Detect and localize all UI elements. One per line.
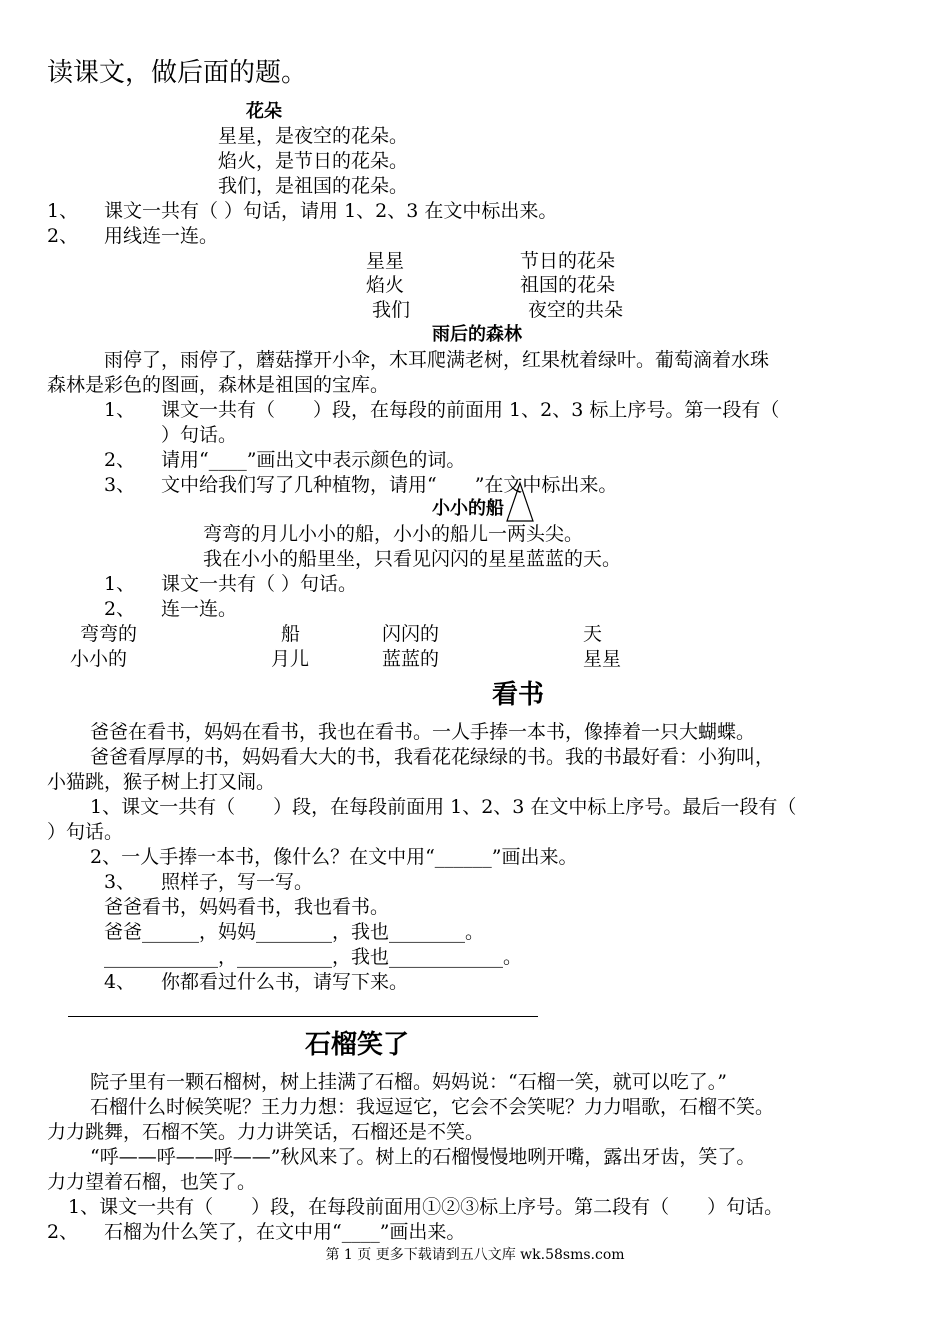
section2-q1-line-2: ）句话。 [161, 424, 238, 446]
section1-q2-number: 2、 [47, 225, 79, 247]
section5-para3-line-2: 力力望着石榴，也笑了。 [47, 1171, 257, 1193]
match-right-1: 节日的花朵 [520, 250, 616, 272]
connect-row2-col3: 蓝蓝的 [382, 648, 440, 670]
section2-q2: 请用“____”画出文中表示颜色的词。 [161, 449, 466, 471]
section1-q2: 用线连一连。 [104, 225, 219, 247]
section4-q3-number: 3、 [104, 871, 136, 893]
section5-q2: 石榴为什么笑了，在文中用“____”画出来。 [104, 1221, 466, 1243]
connect-row1-col1: 弯弯的 [80, 623, 138, 645]
section5-para1: 院子里有一颗石榴树，树上挂满了石榴。妈妈说：“石榴一笑，就可以吃了。” [90, 1071, 727, 1093]
instruction: 读课文，做后面的题。 [47, 58, 308, 88]
section5-para3-line-1: “呼——呼——呼——”秋风来了。树上的石榴慢慢地咧开嘴，露出牙齿，笑了。 [90, 1146, 756, 1168]
section2-q2-number: 2、 [104, 449, 136, 471]
match-left-3: 我们 [372, 299, 411, 321]
match-right-3: 夜空的共朵 [528, 299, 624, 321]
section3-q1-number: 1、 [104, 573, 136, 595]
section5-title: 石榴笑了 [305, 1030, 410, 1060]
match-right-2: 祖国的花朵 [520, 274, 616, 296]
section4-q1-line-1: 1、课文一共有（ ）段，在每段前面用 1、2、3 在文中标上序号。最后一段有（ [90, 796, 797, 818]
section4-para1: 爸爸在看书，妈妈在看书，我也在看书。一人手捧一本书，像捧着一只大蝴蝶。 [90, 721, 756, 743]
section4-q3: 照样子，写一写。 [161, 871, 314, 893]
section1-poem-line-2: 焰火，是节日的花朵。 [218, 150, 409, 172]
answer-line [68, 1016, 538, 1017]
section4-example: 爸爸看书，妈妈看书，我也看书。 [104, 896, 390, 918]
section5-para2-line-2: 力力跳舞，石榴不笑。力力讲笑话，石榴还是不笑。 [47, 1121, 485, 1143]
section3-q2: 连一连。 [161, 598, 238, 620]
section1-poem-line-1: 星星，是夜空的花朵。 [218, 125, 409, 147]
section4-q4: 你都看过什么书，请写下来。 [161, 971, 409, 993]
section2-para-line-2: 森林是彩色的图画，森林是祖国的宝库。 [47, 374, 390, 396]
section3-q2-number: 2、 [104, 598, 136, 620]
section2-q1-number: 1、 [104, 399, 136, 421]
section4-q1-line-2: ）句话。 [47, 821, 124, 843]
match-left-2: 焰火 [366, 274, 405, 296]
section2-q3: 文中给我们写了几种植物，请用“ ”在文中标出来。 [161, 474, 618, 496]
section1-q1: 课文一共有（ ）句话，请用 1、2、3 在文中标出来。 [104, 200, 558, 222]
section2-para-line-1: 雨停了，雨停了，蘑菇撑开小伞，木耳爬满老树，红果枕着绿叶。葡萄滴着水珠 [104, 349, 770, 371]
section2-title: 雨后的森林 [432, 324, 522, 345]
section2-q3-number: 3、 [104, 474, 136, 496]
section3-poem-line-1: 弯弯的月儿小小的船，小小的船儿一两头尖。 [203, 523, 584, 545]
section3-title: 小小的船 [432, 498, 504, 519]
connect-row1-col4: 天 [583, 623, 603, 645]
connect-row2-col1: 小小的 [70, 648, 128, 670]
connect-row2-col2: 月儿 [271, 648, 310, 670]
section3-poem-line-2: 我在小小的船里坐，只看见闪闪的星星蓝蓝的天。 [203, 548, 622, 570]
section4-q2: 2、一人手捧一本书，像什么？在文中用“______”画出来。 [90, 846, 578, 868]
section5-q1: 1、课文一共有（ ）段，在每段前面用①②③标上序号。第二段有（ ）句话。 [68, 1196, 784, 1218]
section5-q2-number: 2、 [47, 1221, 79, 1243]
section1-title: 花朵 [246, 101, 282, 122]
section2-q1-line-1: 课文一共有（ ）段，在每段的前面用 1、2、3 标上序号。第一段有（ [161, 399, 780, 421]
section1-q1-number: 1、 [47, 200, 79, 222]
section5-para2-line-1: 石榴什么时候笑呢？王力力想：我逗逗它，它会不会笑呢？力力唱歌，石榴不笑。 [90, 1096, 775, 1118]
section4-para2-line-1: 爸爸看厚厚的书，妈妈看大大的书，我看花花绿绿的书。我的书最好看：小狗叫， [90, 746, 775, 768]
page-footer: 第 1 页 更多下载请到五八文库 wk.58sms.com [325, 1247, 625, 1263]
section3-q1: 课文一共有（ ）句话。 [161, 573, 358, 595]
match-left-1: 星星 [366, 250, 405, 272]
section4-q4-number: 4、 [104, 971, 136, 993]
section1-poem-line-3: 我们，是祖国的花朵。 [218, 175, 409, 197]
connect-row2-col4: 星星 [583, 648, 622, 670]
section4-title: 看书 [492, 680, 545, 710]
section4-fill-line-1: 爸爸______，妈妈________，我也________。 [104, 921, 485, 943]
section4-para2-line-2: 小猫跳，猴子树上打又闹。 [47, 771, 276, 793]
triangle-drawing [505, 481, 535, 523]
connect-row1-col2: 船 [281, 623, 301, 645]
connect-row1-col3: 闪闪的 [382, 623, 440, 645]
section4-fill-line-2: ____________，__________，我也____________。 [104, 946, 523, 968]
